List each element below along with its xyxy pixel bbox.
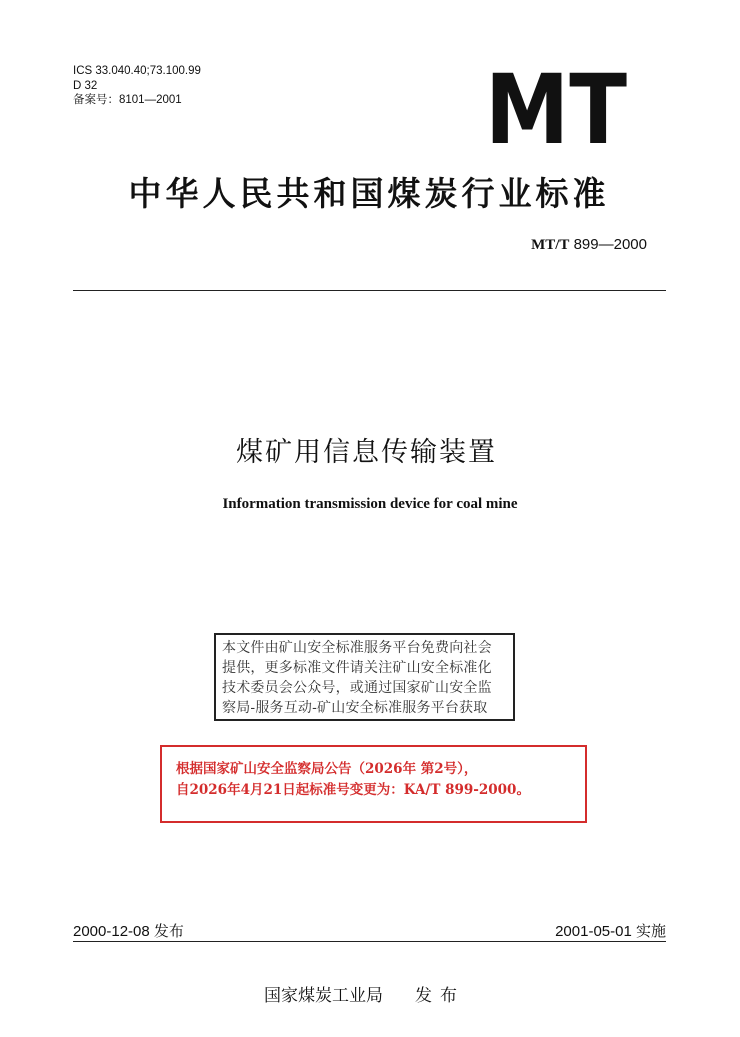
issue-date: 2000-12-08 发布	[73, 923, 184, 940]
mt-logo	[484, 54, 629, 166]
issuing-authority	[264, 981, 465, 1006]
notice-line: 技术委员会公众号，或通过国家矿山安全监	[222, 680, 492, 696]
document-title-en: Information transmission device for coal mine	[222, 496, 518, 512]
standard-number-change-announcement	[160, 745, 587, 823]
standard-number	[531, 236, 647, 254]
document-title-cn: 煤矿用信息传输装置	[236, 437, 497, 468]
announcement-line: 根据国家矿山安全监察局公告（2026年 第2号），	[176, 761, 478, 777]
bottom-divider	[73, 941, 666, 942]
mt-logo-text: MT	[485, 54, 627, 166]
top-divider	[73, 290, 666, 291]
filing-number: 备案号：8101—2001	[73, 94, 182, 106]
notice-line: 察局-服务互动-矿山安全标准服务平台获取	[222, 700, 488, 716]
free-access-notice-box	[214, 633, 515, 721]
ics-code: ICS 33.040.40;73.100.99	[73, 65, 201, 77]
classification-block	[73, 64, 201, 108]
standard-code-number: 899—2000	[573, 236, 647, 253]
issuer-name: 国家煤炭工业局	[264, 986, 383, 1006]
announcement-line: 自2026年4月21日起标准号变更为：KA/T 899-2000。	[176, 782, 530, 798]
notice-line: 本文件由矿山安全标准服务平台免费向社会	[222, 640, 492, 656]
effective-date: 2001-05-01 实施	[555, 923, 666, 940]
publish-label: 发布	[415, 986, 465, 1006]
notice-line: 提供，更多标准文件请关注矿山安全标准化	[222, 660, 492, 676]
standard-code-prefix: MT/T	[531, 237, 570, 253]
standard-category-title: 中华人民共和国煤炭行业标准	[128, 174, 610, 213]
ccs-code: D 32	[73, 79, 98, 92]
